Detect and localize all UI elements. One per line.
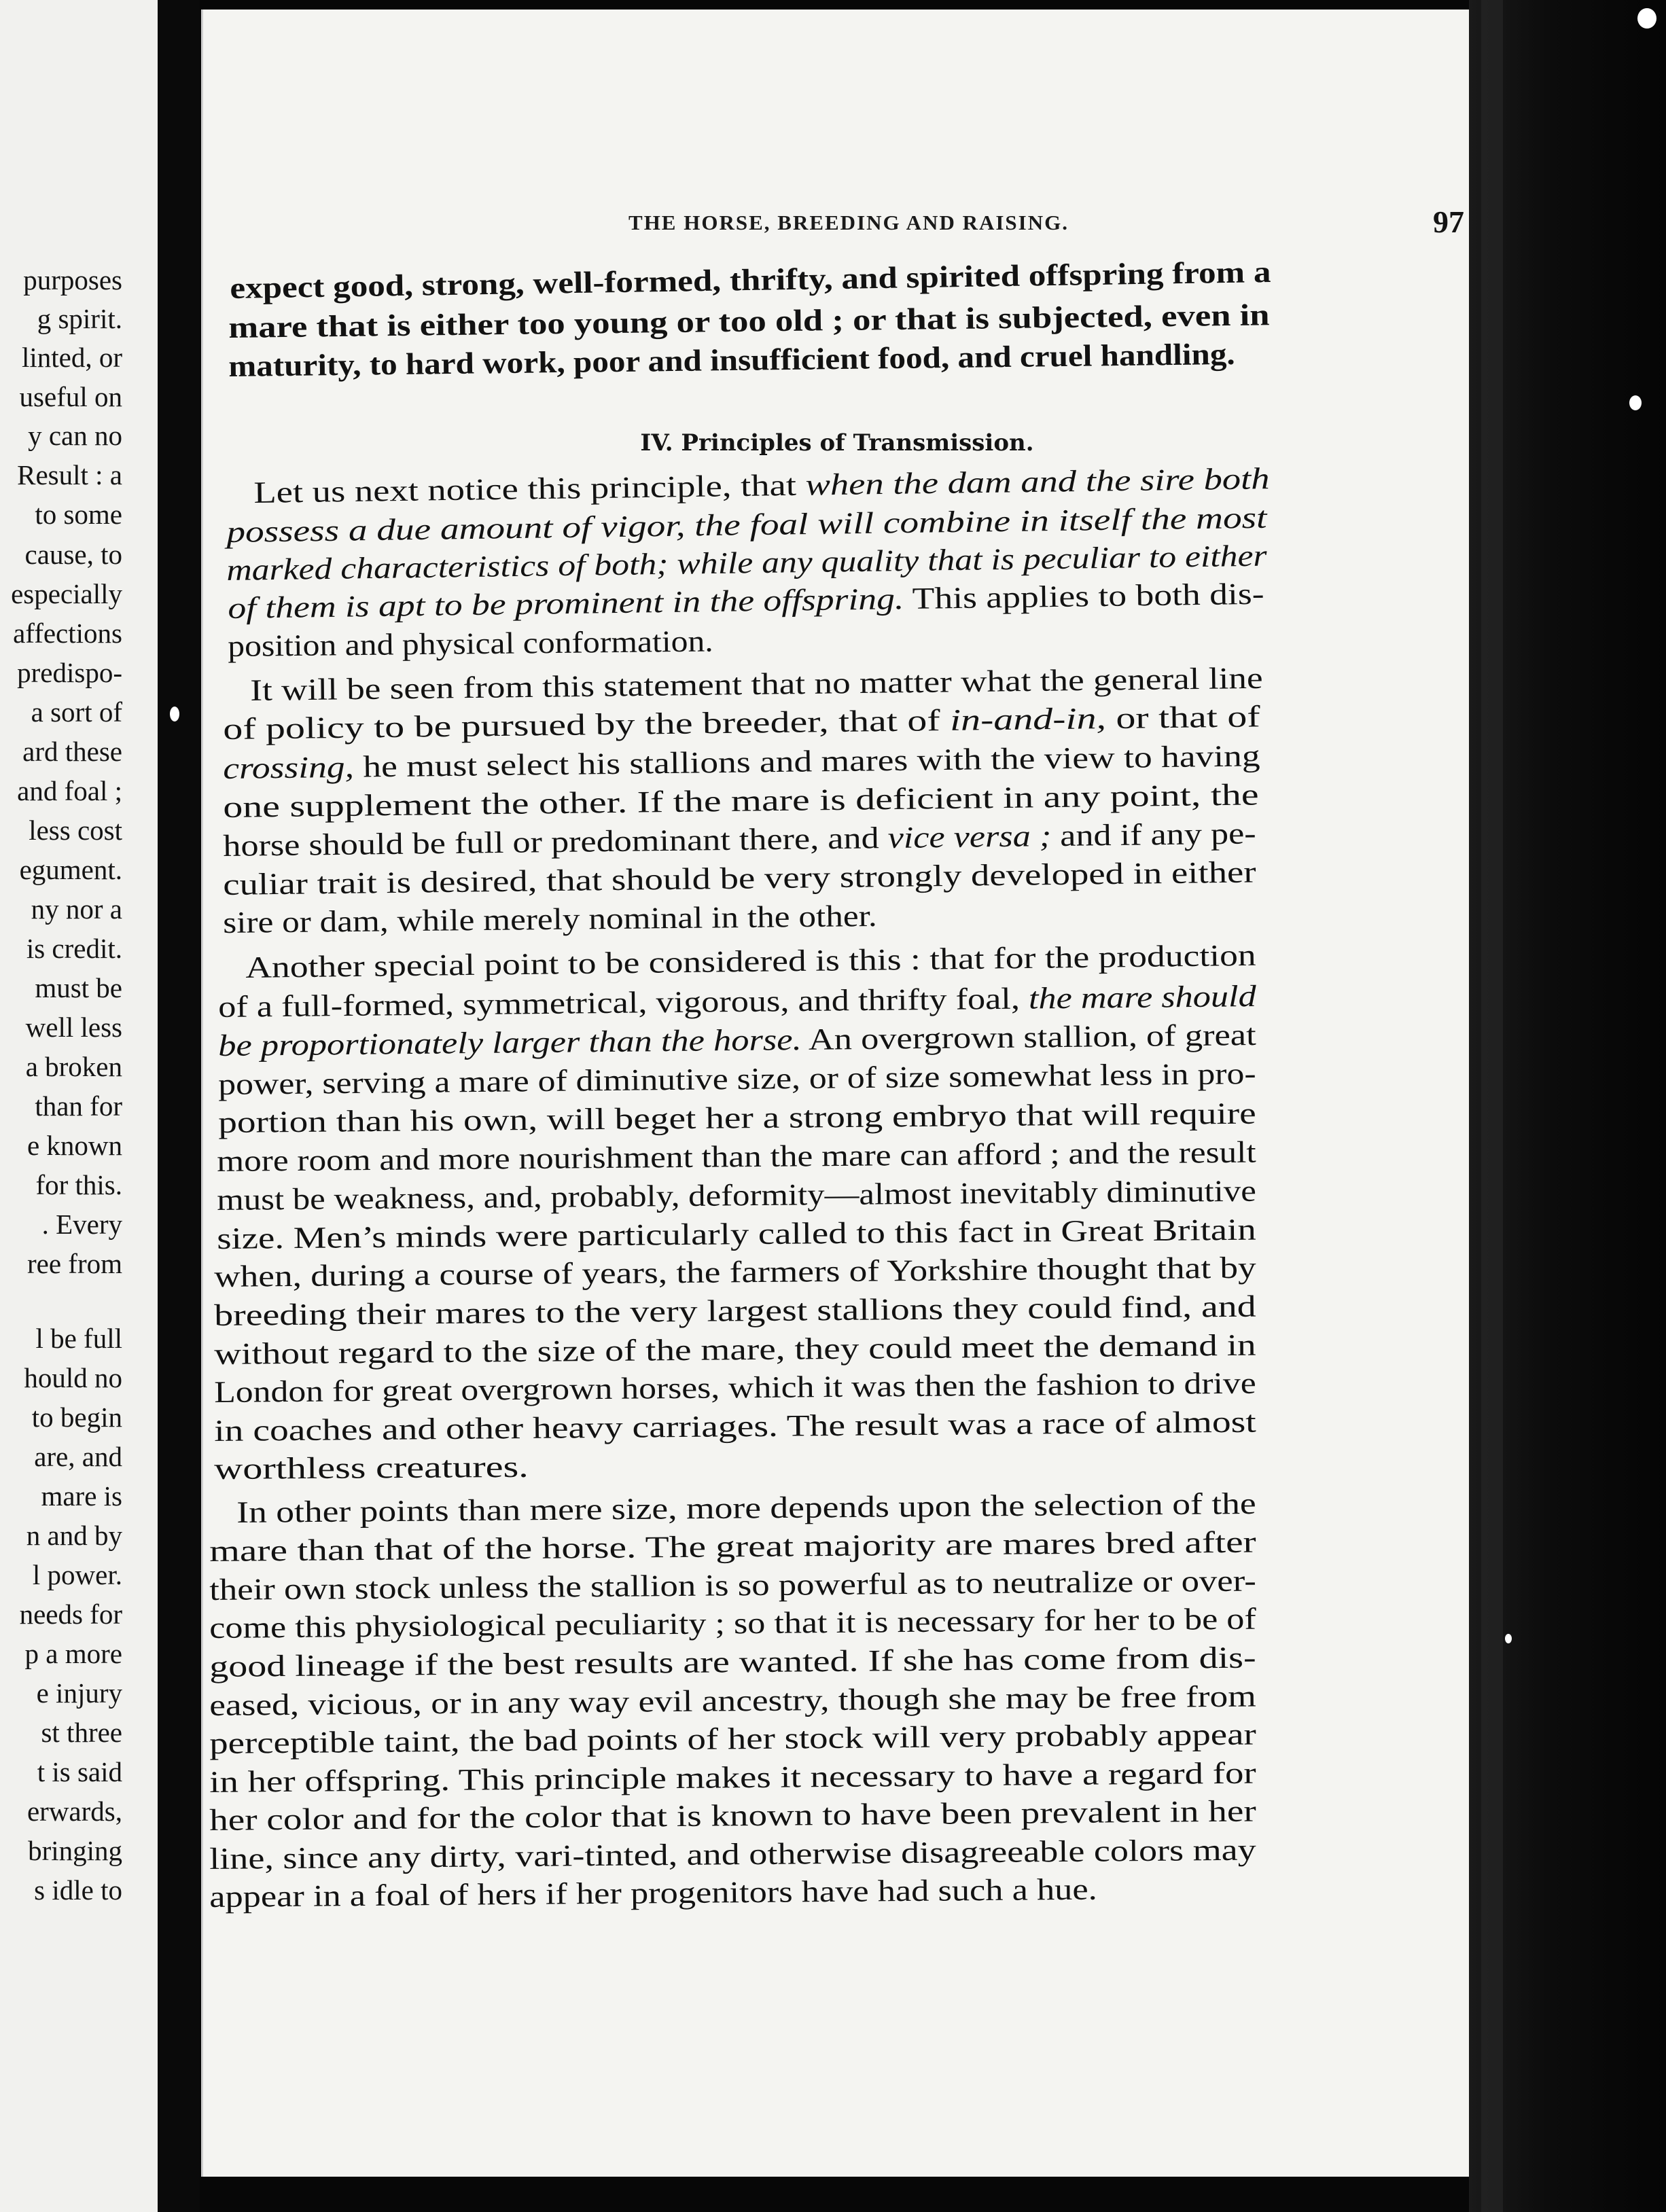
text-run: It will be seen from this statement that no matter what the general line [250,660,1263,707]
text-run: of a full-formed, symmetrical, vigorous, and thrifty foal, [218,981,1029,1024]
text-run: in her offspring. This principle makes it necessary to have a regard for [209,1755,1256,1799]
page-edge-strip [1481,0,1503,2212]
text-run: portion than his own, will beget her a strong embryo that will require [218,1096,1256,1139]
text-run: when, during a course of years, the farmers of Yorkshire thought that by [214,1250,1256,1294]
facing-page-line: Result : a [17,459,122,490]
facing-page-line: linted, or [21,342,122,373]
text-run: Let us next notice this principle, that [253,467,806,510]
text-run: eased, vicious, or in any way evil ancestry, though she may be free from [209,1679,1256,1722]
italic-phrase: marked characteristics of both; while any quality that is peculiar to either [226,538,1267,587]
facing-page-line: predispo- [17,657,122,688]
text-run: must be weakness, and, probably, deformity—almost inevitably diminutive [217,1173,1256,1217]
italic-phrase: vice versa ; [887,819,1052,855]
facing-page-line: e injury [36,1677,122,1709]
facing-page-line: and foal ; [17,775,122,806]
text-run: mare than that of the horse. The great majority are mares bred after [209,1524,1256,1568]
scan-speck [1505,1634,1512,1643]
facing-page-line: purposes [23,264,122,296]
scan-speck [1629,395,1642,410]
text-run: culiar trait is desired, that should be very strongly developed in either [223,855,1256,902]
facing-page-line: bringing [28,1835,122,1866]
text-run: and if any pe- [1050,816,1256,853]
text-run: her color and for the color that is known to have been prevalent in her [209,1794,1256,1837]
italic-phrase: the mare should [1028,979,1256,1016]
book-page [201,10,1471,2177]
text-run: appear in a foal of hers if her progenitors have had such a hue. [209,1872,1097,1914]
facing-page-line: to some [35,499,122,530]
facing-page-line: erwards, [26,1796,122,1827]
facing-page-line: a broken [25,1051,122,1082]
italic-phrase: be proportionately larger than the horse. [218,1022,802,1063]
text-run: power, serving a mare of diminutive size, or of size somewhat less in pro- [218,1056,1256,1101]
facing-page-line: hould no [24,1362,122,1393]
facing-page-line: ree from [27,1248,122,1279]
facing-page-line: less cost [29,815,122,846]
facing-page-line: a sort of [31,696,122,728]
facing-page-line: especially [11,578,122,609]
text-run: one supplement the other. If the mare is deficient in any point, the [223,777,1259,824]
facing-page-line: cause, to [24,539,122,570]
italic-phrase: possess a due amount of vigor, the foal will combine in itself the most [226,500,1267,549]
facing-page-line: needs for [19,1599,122,1630]
text-run: expect good, strong, well-formed, thrifty, and spirited offspring from a [230,254,1271,305]
text-run: sire or dam, while merely nominal in the other. [223,898,877,940]
text-run: This applies to both dis- [903,576,1264,616]
facing-page-line: must be [35,972,122,1003]
facing-page-line: p a more [24,1638,122,1669]
text-run: come this physiological peculiarity ; so that it is necessary for her to be of [209,1601,1256,1645]
italic-phrase: when the dam and the sire both [805,461,1270,502]
text-run: maturity, to hard work, poor and insufficient food, and cruel handling. [228,336,1235,383]
facing-page-line: . Every [41,1209,122,1240]
facing-page-line: ard these [22,736,122,767]
facing-page-line: than for [35,1090,122,1122]
book-gutter [158,0,200,2212]
text-run: In other points than mere size, more depends upon the selection of the [236,1486,1256,1529]
italic-phrase: of them is apt to be prominent in the offspring. [228,582,904,625]
text-run: horse should be full or predominant there, and [223,821,888,863]
text-run: line, since any dirty, vari-tinted, and otherwise disagreeable colors may [209,1832,1256,1876]
facing-page-line: n and by [26,1520,122,1551]
italic-phrase: in-and-in, [949,701,1107,737]
facing-page-line: t is said [37,1756,122,1787]
text-run: or that of [1105,699,1260,736]
text-run: in coaches and other heavy carriages. The result was a race of almost [214,1404,1256,1448]
facing-page-line: is credit. [26,933,122,964]
scan-speck [170,707,179,721]
italic-phrase: crossing, [223,749,355,785]
text-run: breeding their mares to the very largest stallions they could find, and [214,1289,1256,1332]
text-run: of policy to be pursued by the breeder, that of [223,702,951,746]
facing-page-line: mare is [41,1480,122,1512]
facing-page-line: y can no [28,420,122,451]
facing-page-line: are, and [34,1441,122,1472]
facing-page-line: egument. [19,854,122,885]
text-line [214,1442,1485,1492]
facing-page-line: well less [25,1012,122,1043]
facing-page-line: s idle to [34,1874,122,1906]
running-head: THE HORSE, BREEDING AND RAISING. [628,211,1069,234]
text-run: perceptible taint, the bad points of her stock will very probably appear [209,1717,1256,1760]
text-run: An overgrown stallion, of great [801,1018,1256,1057]
facing-page-line: affections [13,618,122,649]
text-run: their own stock unless the stallion is so powerful as to neutralize or over- [209,1563,1256,1607]
scan-speck [1637,8,1656,29]
facing-page-fragment [0,0,158,2212]
text-run: more room and more nourishment than the mare can afford ; and the result [217,1135,1256,1178]
text-run: position and physical conformation. [228,624,713,663]
facing-page-line: g spirit. [37,303,122,334]
facing-page-line: e known [26,1130,122,1161]
facing-page-line: for this. [35,1169,122,1200]
text-run: good lineage if the best results are wanted. If she has come from dis- [209,1640,1256,1683]
text-run: he must select his stallions and mares with the view to having [353,738,1260,784]
text-run: mare that is either too young or too old ; or that is subjected, even in [228,298,1270,344]
section-heading: IV. Principles of Transmission. [640,429,1034,457]
facing-page-line: l power. [32,1559,122,1590]
facing-page-line: st three [41,1717,122,1748]
text-run: without regard to the size of the mare, they could meet the demand in [214,1327,1256,1371]
text-run: size. Men’s minds were particularly called to this fact in Great Britain [217,1212,1256,1255]
text-run: Another special point to be considered is this : that for the production [245,938,1256,984]
text-run: London for great overgrown horses, which it was then the fashion to drive [214,1366,1256,1409]
facing-page-line: ny nor a [31,893,122,925]
page-number: 97 [1433,204,1464,239]
text-run: worthless creatures. [214,1449,529,1486]
facing-page-line: l be full [35,1323,122,1354]
facing-page-line: useful on [19,381,122,412]
facing-page-line: to begin [31,1402,122,1433]
